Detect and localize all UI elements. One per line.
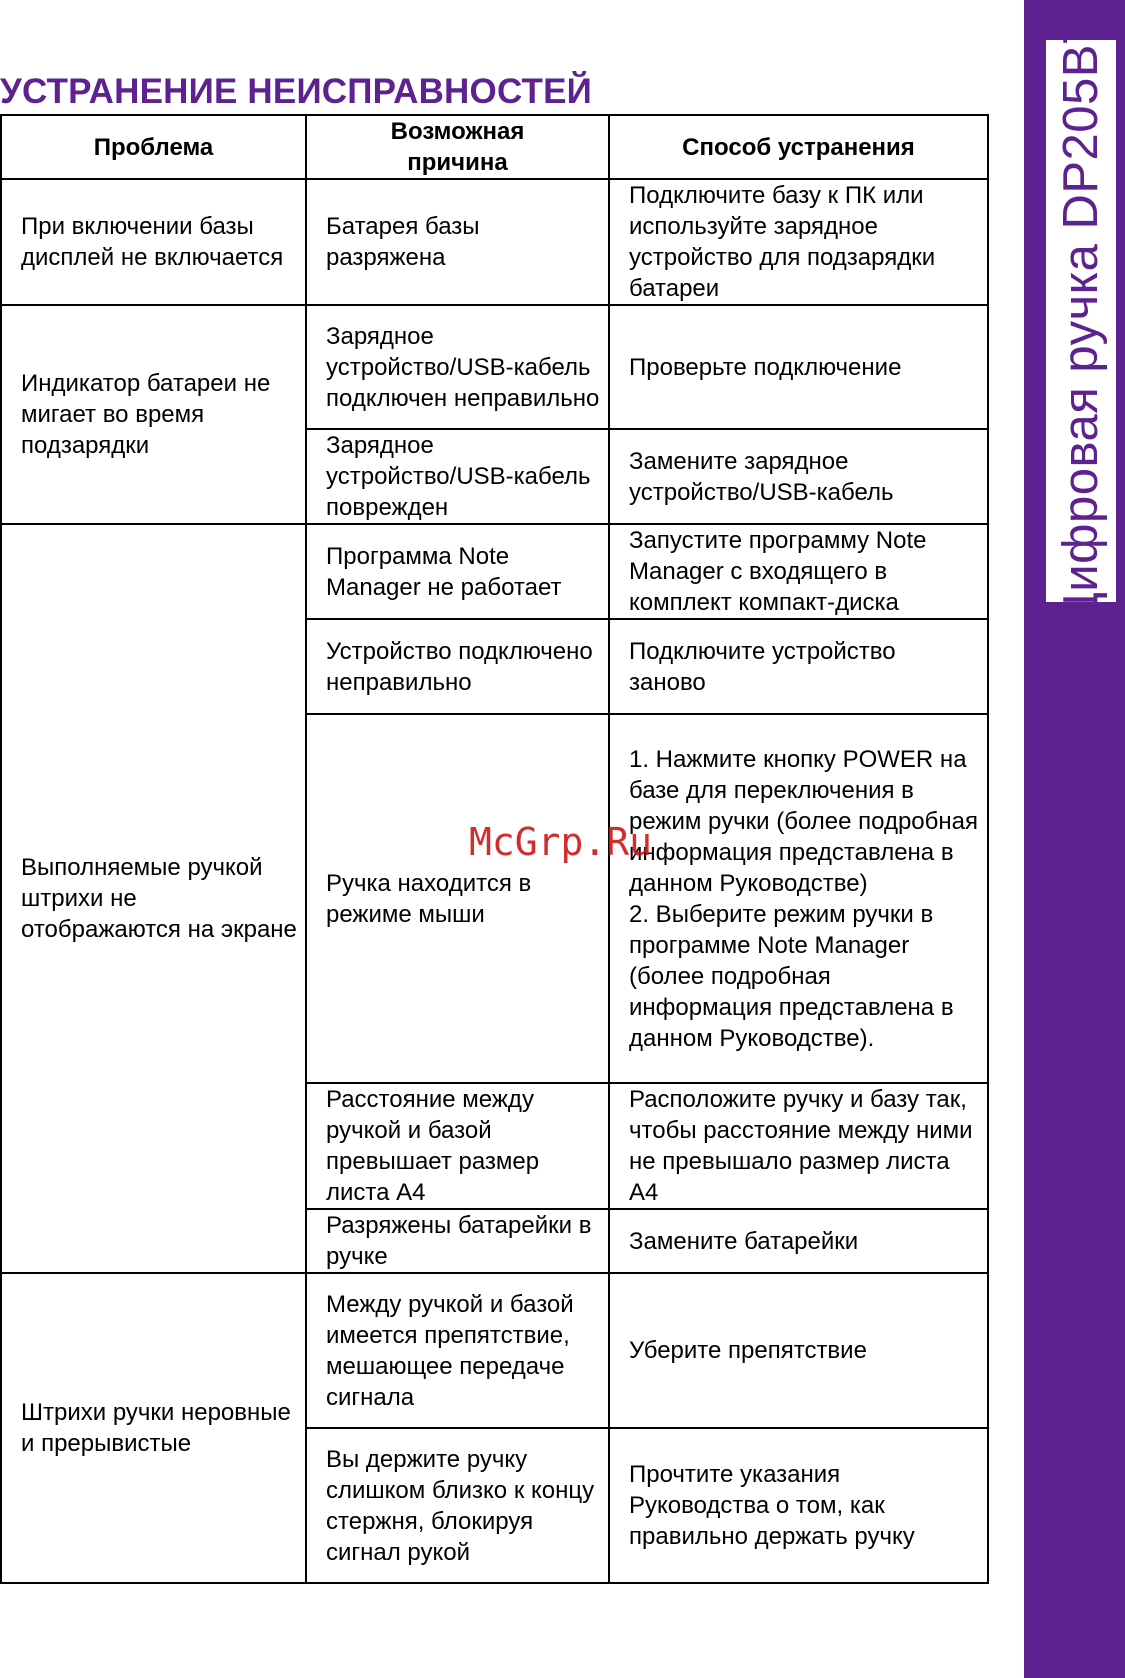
header-problem: Проблема xyxy=(1,115,306,179)
cause-cell: Зарядное устройство/USB-кабель подключен неправильно xyxy=(306,305,609,429)
table-header-row xyxy=(1,115,988,179)
solution-cell: Прочтите указания Руководства о том, как правильно держать ручку xyxy=(609,1428,988,1583)
problem-cell: Индикатор батареи не мигает во время подзарядки xyxy=(1,305,306,524)
solution-cell: Расположите ручку и базу так, чтобы расстояние между ними не превышало размер листа А4 xyxy=(609,1083,988,1209)
problem-cell: Выполняемые ручкой штрихи не отображаются на экране xyxy=(1,524,306,1273)
cause-cell: Программа Note Manager не работает xyxy=(306,524,609,619)
cause-cell: Зарядное устройство/USB-кабель поврежден xyxy=(306,429,609,524)
cause-cell: Ручка находится в режиме мыши xyxy=(306,714,609,1083)
table-row xyxy=(1,524,988,619)
cause-cell: Вы держите ручку слишком близко к концу стержня, блокируя сигнал рукой xyxy=(306,1428,609,1583)
header-solution: Способ устранения xyxy=(609,115,988,179)
problem-cell: Штрихи ручки неровные и прерывистые xyxy=(1,1273,306,1583)
cause-cell: Устройство подключено неправильно xyxy=(306,619,609,714)
solution-cell: 1. Нажмите кнопку POWER на базе для переключения в режим ручки (более подробная информация представлена в данном Руководстве) 2. Выберите режим ручки в программе Note Manager (более подробная информация представлена в данном Руководстве). xyxy=(609,714,988,1083)
cause-cell: Разряжены батарейки в ручке xyxy=(306,1209,609,1273)
cause-cell: Между ручкой и базой имеется препятствие, мешающее передаче сигнала xyxy=(306,1273,609,1428)
problem-cell: При включении базы дисплей не включается xyxy=(1,179,306,305)
product-title: Цифровая ручка DP205BT xyxy=(1054,13,1108,629)
watermark: McGrp.Ru xyxy=(469,820,653,864)
solution-cell: Проверьте подключение xyxy=(609,305,988,429)
cause-cell: Расстояние между ручкой и базой превышает размер листа А4 xyxy=(306,1083,609,1209)
table-row xyxy=(1,1273,988,1428)
table-row xyxy=(1,179,988,305)
solution-cell: Замените зарядное устройство/USB-кабель xyxy=(609,429,988,524)
cause-cell: Батарея базы разряжена xyxy=(306,179,609,305)
solution-cell: Замените батарейки xyxy=(609,1209,988,1273)
header-cause: Возможная причина xyxy=(306,115,609,179)
page-heading: УСТРАНЕНИЕ НЕИСПРАВНОСТЕЙ xyxy=(0,72,593,111)
solution-cell: Подключите базу к ПК или используйте зарядное устройство для подзарядки батареи xyxy=(609,179,988,305)
solution-cell: Запустите программу Note Manager с входящего в комплект компакт-диска xyxy=(609,524,988,619)
table-row xyxy=(1,305,988,429)
solution-cell: Уберите препятствие xyxy=(609,1273,988,1428)
solution-cell: Подключите устройство заново xyxy=(609,619,988,714)
